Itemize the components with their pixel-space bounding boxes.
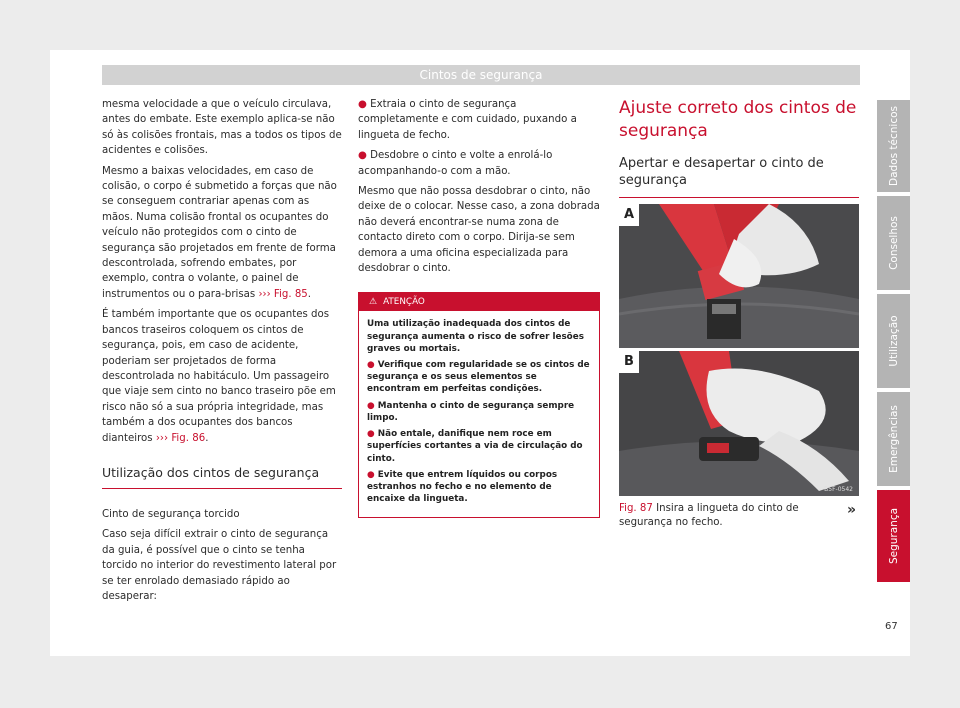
warning-title: ATENÇÃO (383, 297, 425, 308)
warning-item-text: Mantenha o cinto de segurança sempre limpo. (367, 400, 575, 423)
paragraph: É também importante que os ocupantes dos bancos traseiros coloquem os cintos de segurança, pois, em caso de acidente, poderiam ser projetados de forma descontrolada no habitáculo. Um passageiro que viaje sem cinto no banco traseiro põe em risco não só a sua própria integridade, mas também a dos ocupantes dos bancos dianteiros ››› Fig. 86. (102, 309, 336, 444)
bullet-icon: ● (367, 429, 375, 440)
panel-label-b: B (619, 351, 639, 373)
list-item-text: Extraia o cinto de segurança completamente e com cuidado, puxando a lingueta de fecho. (358, 99, 577, 141)
list-item-text: Desdobre o cinto e volte a enrolá-lo acompanhando-o com a mão. (358, 150, 553, 177)
tab-seguranca[interactable] (877, 490, 910, 582)
caption-label: Fig. 87 (619, 503, 653, 514)
panel-label-a: A (619, 204, 639, 226)
warning-item (367, 469, 591, 506)
paragraph-text: É também importante que os ocupantes dos bancos traseiros coloquem os cintos de segurança, pois, em caso de acidente, poderiam ser projetados de forma descontrolada no habitáculo. Um passageiro que viaje sem cinto no banco traseiro põe em risco não só a sua própria integridade, mas também a dos ocupantes dos bancos dianteiros (102, 309, 336, 444)
warning-header (359, 293, 599, 311)
tab-utilizacao[interactable] (877, 294, 910, 388)
bullet-icon: ● (367, 400, 375, 411)
figure-code: B5F-0542 (824, 486, 853, 493)
bullet-icon: ● (367, 469, 375, 480)
figure-caption (619, 502, 829, 530)
seatbelt-illustration-a (619, 204, 859, 348)
warning-item-text: Verifique com regularidade se os cintos de segurança e os seus elementos se encontram em perfeitas condições. (367, 360, 590, 395)
tab-label: Utilização (887, 315, 900, 367)
warning-item-text: Evite que entrem líquidos ou corpos estranhos no fecho e no elemento de encaixe da lingueta. (367, 469, 558, 505)
page-header-title: Cintos de segurança (419, 68, 543, 82)
figure-panel-a (619, 204, 859, 348)
figure-reference-link[interactable]: ››› Fig. 86 (155, 432, 206, 444)
warning-item (367, 400, 591, 424)
column-1 (102, 97, 342, 609)
tab-label: Conselhos (887, 216, 900, 270)
warning-box (358, 292, 600, 518)
page-header (102, 65, 860, 85)
tab-dados-tecnicos[interactable] (877, 100, 910, 192)
column-2 (358, 97, 600, 518)
paragraph: Mesmo que não possa desdobrar o cinto, não deixe de o colocar. Nesse caso, a zona dobrada não deverá encontrar-se numa zona de contacto direto com o corpo. Dirija-se sem demora a uma oficina especializada para desdobrar o cinto. (358, 186, 600, 275)
tab-label: Segurança (887, 507, 900, 565)
tab-emergencias[interactable] (877, 392, 910, 486)
main-title: Ajuste correto dos cintos de segurança (619, 98, 857, 141)
paragraph: mesma velocidade a que o veículo circulava, antes do embate. Este exemplo aplica-se não só às colisões frontais, mas a todos os tipos de acidentes e colisões. (102, 99, 342, 157)
caption-text: Insira a lingueta do cinto de segurança no fecho. (619, 503, 799, 528)
tab-label: Dados técnicos (887, 105, 900, 187)
warning-item-text: Não entale, danifique nem roce em superfícies cortantes a via de circulação do cinto. (367, 429, 583, 464)
tab-conselhos[interactable] (877, 196, 910, 290)
warning-item (367, 428, 591, 465)
section-title: Utilização dos cintos de segurança (102, 464, 342, 489)
warning-intro: Uma utilização inadequada dos cintos de segurança aumenta o risco de sofrer lesões graves ou mortais. (367, 319, 584, 354)
bullet-icon: ● (358, 99, 367, 110)
bullet-icon: ● (367, 360, 375, 371)
subheading: Cinto de segurança torcido (102, 508, 240, 520)
paragraph: Caso seja difícil extrair o cinto de segurança da guia, é possível que o cinto se tenha torcido no interior do revestimento lateral por se ter enrolado demasiado rápido ao desaperar: (102, 529, 337, 602)
warning-body (359, 311, 599, 517)
column-3 (619, 97, 859, 198)
figure-87 (619, 204, 859, 496)
paragraph-text: Mesmo a baixas velocidades, em caso de colisão, o corpo é submetido a forças que não se conseguem contrariar apenas com as mãos. Numa colisão frontal os ocupantes do veículo não protegidos com o cinto de segurança são projetados em frente de forma descontrolada, sofrendo embates, por exemplo, contra o volante, o painel de instrumentos ou o para-brisas (102, 165, 337, 300)
page-number: 67 (885, 621, 898, 632)
seatbelt-illustration-b (619, 351, 859, 496)
continue-arrow-icon[interactable]: » (847, 502, 857, 518)
list-item (358, 97, 600, 143)
figure-panel-b (619, 351, 859, 496)
paragraph: Mesmo a baixas velocidades, em caso de colisão, o corpo é submetido a forças que não se conseguem contrariar apenas com as mãos. Numa colisão frontal os ocupantes do veículo não protegidos com o cinto de segurança são projetados em frente de forma descontrolada, sofrendo embates, por exemplo, contra o volante, o painel de instrumentos ou o para-brisas ››› Fig. 85. (102, 165, 337, 300)
bullet-icon: ● (358, 150, 367, 162)
warning-item (367, 359, 591, 396)
subtitle: Apertar e desapertar o cinto de segurança (619, 155, 859, 198)
figure-reference-link[interactable]: ››› Fig. 85 (258, 288, 308, 300)
list-item (358, 148, 600, 179)
warning-triangle-icon: ⚠ (369, 297, 378, 308)
tab-label: Emergências (887, 405, 900, 473)
